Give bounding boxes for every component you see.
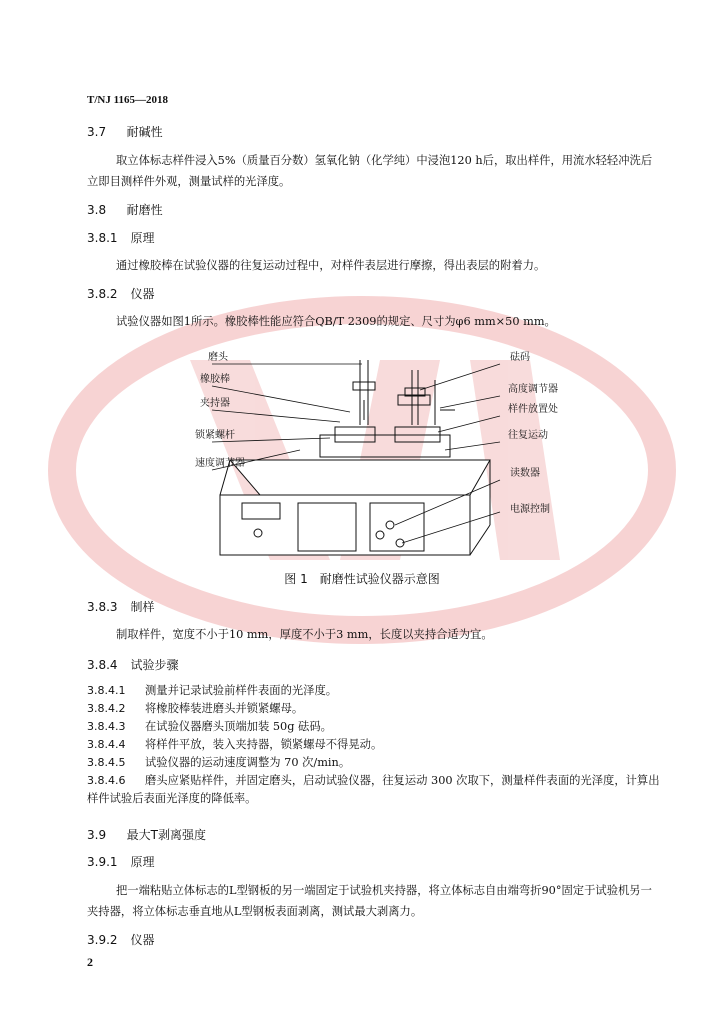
fig-label-height-regulator: 高度调节器 xyxy=(508,384,558,395)
fig-label-reciprocating: 往复运动 xyxy=(508,430,548,441)
fig-label-sample-area: 样件放置处 xyxy=(508,404,558,415)
fig-label-weight: 砝码 xyxy=(510,352,530,363)
section-3-8-4-heading: 3.8.4 试验步骤 xyxy=(87,658,179,672)
section-3-9-heading: 3.9 最大T剥离强度 xyxy=(87,828,206,842)
section-3-8-2-text: 试验仪器如图1所示。橡胶棒性能应符合QB/T 2309的规定、尺寸为φ6 mm×50 mm。 xyxy=(116,315,556,328)
section-3-8-2-heading: 3.8.2 仪器 xyxy=(87,287,155,301)
section-3-8-1-text: 通过橡胶棒在试验仪器的往复运动过程中，对样件表层进行摩擦，得出表层的附着力。 xyxy=(116,259,546,272)
section-3-8-1-heading: 3.8.1 原理 xyxy=(87,231,155,245)
step-item: 3.8.4.4 将样件平放，装入夹持器，锁紧螺母不得晃动。 xyxy=(87,738,383,751)
fig-label-speed-regulator: 速度调节器 xyxy=(195,458,245,469)
step-item: 3.8.4.1 测量并记录试验前样件表面的光泽度。 xyxy=(87,684,338,697)
fig-label-reader: 读数器 xyxy=(510,468,540,479)
fig-label-locking-screw: 锁紧螺杆 xyxy=(195,430,235,441)
step-item: 3.8.4.6 磨头应紧贴样件，并固定磨头，启动试验仪器，往复运动 300 次取下，测量样件表面的光泽度，计算出样件试验后表面光泽度的降低率。 xyxy=(87,774,660,805)
section-3-8-heading: 3.8 耐磨性 xyxy=(87,203,163,217)
section-3-9-2-heading: 3.9.2 仪器 xyxy=(87,933,155,947)
step-item: 3.8.4.3 在试验仪器磨头顶端加装 50g 砝码。 xyxy=(87,720,332,733)
page-number: 2 xyxy=(87,955,93,969)
figure-caption: 图 1 耐磨性试验仪器示意图 xyxy=(284,572,440,586)
abrasion-tester-figure xyxy=(190,340,580,565)
fig-label-clamp: 夹持器 xyxy=(200,398,230,409)
section-3-9-1-heading: 3.9.1 原理 xyxy=(87,855,155,869)
fig-label-rubber-rod: 橡胶棒 xyxy=(200,374,230,385)
fig-label-power-control: 电源控制 xyxy=(510,504,550,515)
step-item: 3.8.4.5 试验仪器的运动速度调整为 70 次/min。 xyxy=(87,756,351,769)
document-id: T/NJ 1165—2018 xyxy=(87,94,168,106)
section-3-9-1-text: 把一端粘贴立体标志的L型钢板的另一端固定于试验机夹持器，将立体标志自由端弯折90°固定于试验机另一夹持器，将立体标志垂直地从L型钢板表面剥离，测试最大剥离力。 xyxy=(87,884,652,918)
fig-label-grinding-head: 磨头 xyxy=(208,352,228,363)
section-3-8-3-text: 制取样件，宽度不小于10 mm，厚度不小于3 mm，长度以夹持合适为宜。 xyxy=(116,628,493,641)
step-item: 3.8.4.2 将橡胶棒装进磨头并锁紧螺母。 xyxy=(87,702,304,715)
section-3-7-text: 取立体标志样件浸入5%（质量百分数）氢氧化钠（化学纯）中浸泡120 h后，取出样件，用流水轻轻冲洗后立即目测样件外观，测量试样的光泽度。 xyxy=(87,154,653,188)
section-3-7-heading: 3.7 耐碱性 xyxy=(87,125,163,139)
section-3-8-3-heading: 3.8.3 制样 xyxy=(87,600,155,614)
